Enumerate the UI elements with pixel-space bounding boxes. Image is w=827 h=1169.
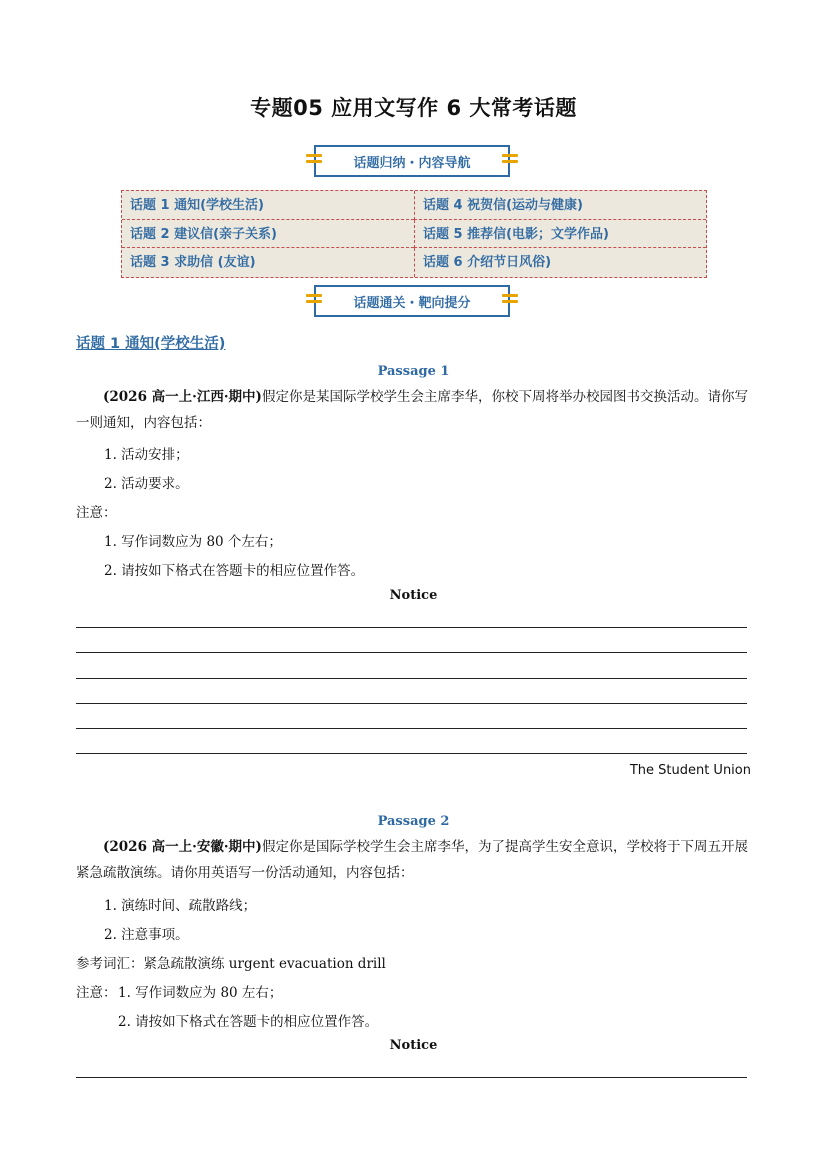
toc-item-4[interactable]: 话题 4 祝贺信(运动与健康)	[414, 191, 706, 220]
topic-table	[121, 190, 707, 278]
toc-item-5[interactable]: 话题 5 推荐信(电影；文学作品)	[414, 220, 706, 249]
topic-summary-banner	[314, 145, 510, 177]
answer-line	[76, 627, 747, 628]
banner-deco-icon	[306, 154, 322, 168]
toc-item-1[interactable]: 话题 1 通知(学校生活)	[122, 191, 414, 220]
passage-2-label: Passage 2	[377, 814, 450, 829]
passage-2-note-label: 注意：	[76, 985, 117, 1001]
page-title: 专题05 应用文写作 6 大常考话题	[250, 96, 577, 120]
passage-2-prompt-text: 假定你是国际学校学生会主席李华，为了提高学生安全意识，学校将于下周五开展紧急疏散演练。请你用英语写一份活动通知，内容包括：	[76, 839, 748, 881]
section-heading-topic-1: 话题 1 通知(学校生活)	[76, 336, 226, 352]
passage-1-signature: The Student Union	[629, 763, 751, 778]
banner-deco-icon	[502, 294, 518, 308]
passage-1-note-label: 注意：	[76, 505, 117, 521]
answer-line	[76, 1077, 747, 1078]
passage-1-item-2: 2. 活动要求。	[104, 476, 189, 492]
passage-1-source: (2026 高一上·江西·期中)	[103, 389, 262, 405]
passage-1-note-1: 1. 写作词数应为 80 个左右；	[104, 534, 282, 550]
toc-item-3[interactable]: 话题 3 求助信 (友谊)	[130, 255, 256, 271]
passage-1-label: Passage 1	[377, 364, 450, 379]
passage-1-prompt-text: 假定你是某国际学校学生会主席李华，你校下周将举办校园图书交换活动。请你写一则通知，内容包括：	[76, 389, 748, 431]
answer-line	[76, 678, 747, 679]
answer-line	[76, 703, 747, 704]
passage-2-prompt	[76, 834, 754, 886]
passage-2-item-1: 1. 演练时间、疏散路线；	[104, 898, 257, 914]
banner-label: 话题通关・靶向提分	[353, 295, 471, 311]
passage-2-item-2: 2. 注意事项。	[104, 927, 189, 943]
banner-deco-icon	[306, 294, 322, 308]
passage-1-item-1: 1. 活动安排；	[104, 447, 189, 463]
passage-1-notice-title: Notice	[389, 588, 438, 603]
banner-deco-icon	[502, 154, 518, 168]
answer-line	[76, 728, 747, 729]
passage-2-source: (2026 高一上·安徽·期中)	[103, 839, 262, 855]
toc-item-2[interactable]: 话题 2 建议信(亲子关系)	[122, 220, 414, 249]
topic-practice-banner	[314, 285, 510, 317]
passage-2-note-1: 1. 写作词数应为 80 左右；	[118, 985, 283, 1001]
toc-item-6[interactable]: 话题 6 介绍节日风俗)	[414, 248, 706, 277]
answer-line	[76, 753, 747, 754]
passage-1-note-2: 2. 请按如下格式在答题卡的相应位置作答。	[104, 563, 365, 579]
banner-label: 话题归纳・内容导航	[353, 155, 471, 171]
answer-line	[76, 652, 747, 653]
passage-2-notice-title: Notice	[389, 1038, 438, 1053]
passage-2-vocab: 参考词汇：紧急疏散演练 urgent evacuation drill	[76, 956, 386, 972]
passage-2-note-2: 2. 请按如下格式在答题卡的相应位置作答。	[118, 1014, 379, 1030]
passage-1-prompt	[76, 384, 754, 436]
